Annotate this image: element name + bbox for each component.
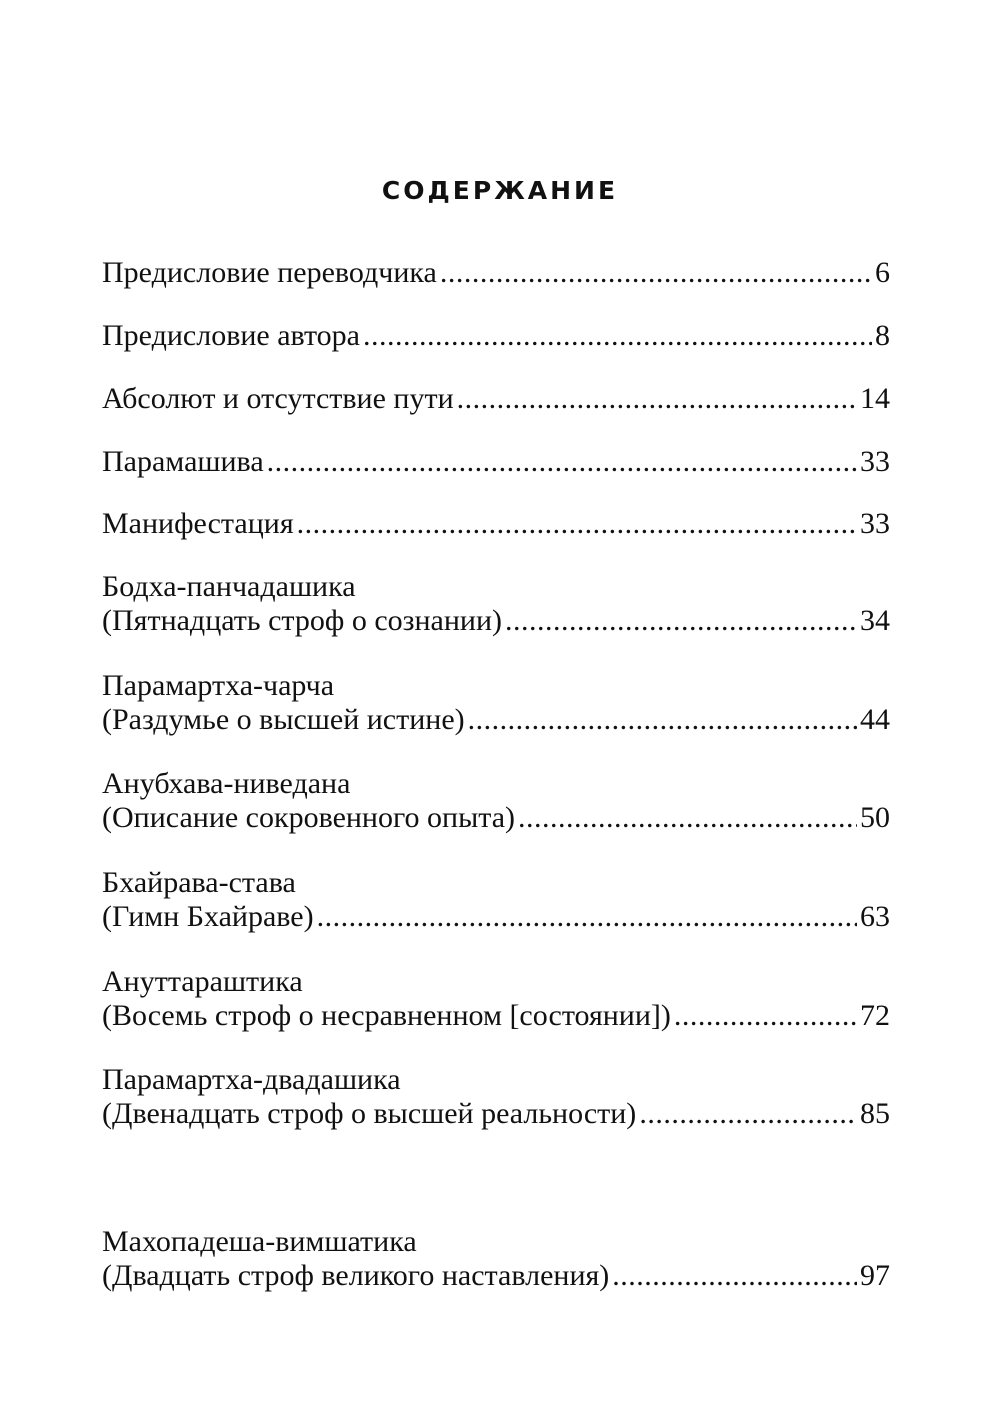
- toc-entry: [102, 445, 890, 479]
- toc-entry: [102, 965, 890, 1033]
- entry-subtitle: (Гимн Бхайраве): [102, 900, 314, 933]
- dot-leader: [440, 256, 872, 290]
- toc-entry: [102, 1225, 890, 1293]
- page-number: 85: [860, 1097, 890, 1130]
- page-number: 8: [875, 319, 890, 352]
- entry-subtitle: (Описание сокровенного опыта): [102, 801, 516, 834]
- page-number: 50: [860, 801, 890, 834]
- entry-title: Парамашива: [102, 445, 264, 478]
- page-number: 72: [860, 999, 890, 1032]
- page-number: 33: [860, 445, 890, 478]
- entry-title: Предисловие переводчика: [102, 256, 437, 289]
- dot-leader: [457, 382, 857, 416]
- page-title: СОДЕРЖАНИЕ: [381, 176, 619, 205]
- entry-title: Бодха-панчадашика: [102, 570, 356, 603]
- toc-entry: [102, 256, 890, 290]
- page-number: 44: [860, 703, 890, 736]
- toc-entry: [102, 669, 890, 737]
- entry-title: Манифестация: [102, 507, 294, 540]
- dot-leader: [518, 801, 857, 835]
- page-number: 63: [860, 900, 890, 933]
- entry-subtitle: (Двенадцать строф о высшей реальности): [102, 1097, 637, 1130]
- toc-entry: [102, 866, 890, 934]
- dot-leader: [639, 1097, 857, 1131]
- page-number: 34: [860, 604, 890, 637]
- entry-subtitle: (Восемь строф о несравненном [состоянии]): [102, 999, 671, 1032]
- toc-entry: [102, 319, 890, 353]
- dot-leader: [317, 900, 857, 934]
- entry-title: Предисловие автора: [102, 319, 360, 352]
- entry-title: Абсолют и отсутствие пути: [102, 382, 454, 415]
- page-number: 33: [860, 507, 890, 540]
- entry-title: Ануттараштика: [102, 965, 303, 998]
- dot-leader: [267, 445, 857, 479]
- dot-leader: [468, 703, 857, 737]
- dot-leader: [297, 507, 857, 541]
- dot-leader: [612, 1259, 857, 1293]
- toc-entry: [102, 382, 890, 416]
- entry-title: Бхайрава-става: [102, 866, 296, 899]
- toc-entry: [102, 507, 890, 541]
- entry-title: Махопадеша-вимшатика: [102, 1225, 417, 1258]
- dot-leader: [363, 319, 872, 353]
- page-number: 97: [860, 1259, 890, 1292]
- entry-title: Анубхава-ниведана: [102, 767, 351, 800]
- entry-subtitle: (Раздумье о высшей истине): [102, 703, 465, 736]
- toc-entry: [102, 767, 890, 835]
- dot-leader: [674, 999, 857, 1033]
- dot-leader: [505, 604, 857, 638]
- page-number: 14: [860, 382, 890, 415]
- page-number: 6: [875, 256, 890, 289]
- entry-subtitle: (Пятнадцать строф о сознании): [102, 604, 503, 637]
- entry-title: Парамартха-двадашика: [102, 1063, 401, 1096]
- toc-entry: [102, 570, 890, 638]
- entry-title: Парамартха-чарча: [102, 669, 335, 702]
- toc-entry: [102, 1063, 890, 1131]
- entry-subtitle: (Двадцать строф великого наставления): [102, 1259, 610, 1292]
